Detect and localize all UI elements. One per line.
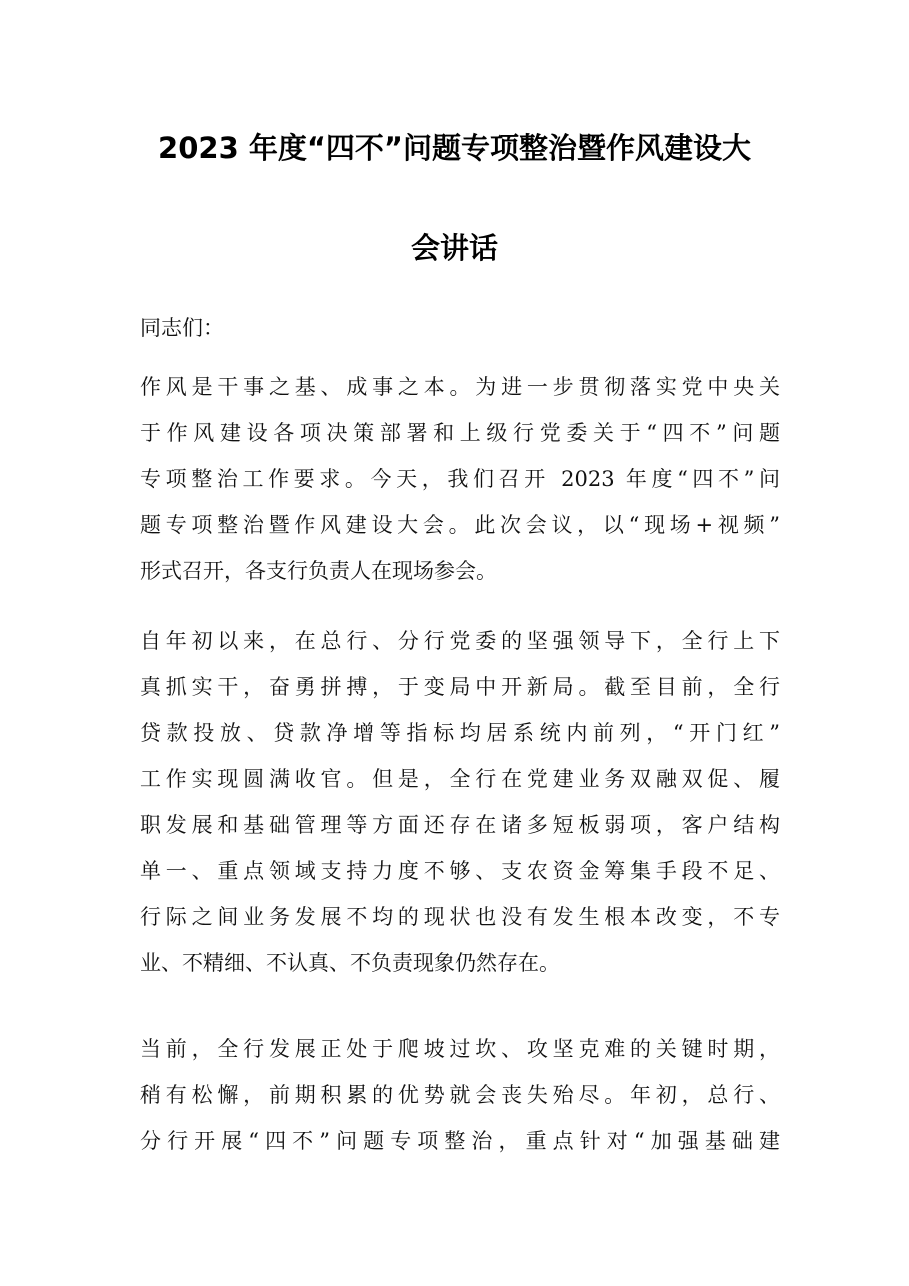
paragraph-2 bbox=[140, 618, 780, 986]
paragraph-line: 行际之间业务发展不均的现状也没有发生根本改变，不专 bbox=[140, 905, 780, 929]
paragraph-line: 题专项整治暨作风建设大会。此次会议，以“现场+视频” bbox=[140, 513, 780, 537]
document-title-line-2: 会讲话 bbox=[410, 231, 498, 265]
paragraph-line: 贷款投放、贷款净增等指标均居系统内前列，“开门红” bbox=[140, 721, 780, 745]
paragraph-3 bbox=[140, 1026, 780, 1164]
paragraph-line: 单一、重点领域支持力度不够、支农资金筹集手段不足、 bbox=[140, 859, 780, 883]
paragraph-line: 业、不精细、不认真、不负责现象仍然存在。 bbox=[140, 951, 560, 975]
paragraph-line: 分行开展“四不”问题专项整治，重点针对“加强基础建 bbox=[140, 1129, 780, 1153]
paragraph-line: 于作风建设各项决策部署和上级行党委关于“四不”问题 bbox=[140, 421, 780, 445]
paragraph-line: 形式召开，各支行负责人在现场参会。 bbox=[140, 559, 497, 583]
paragraph-line: 自年初以来，在总行、分行党委的坚强领导下，全行上下 bbox=[140, 629, 780, 653]
paragraph-line: 专项整治工作要求。今天，我们召开 2023 年度“四不”问 bbox=[140, 467, 780, 491]
paragraph-line: 作风是干事之基、成事之本。为进一步贯彻落实党中央关 bbox=[140, 375, 780, 399]
paragraph-1 bbox=[140, 364, 780, 594]
paragraph-line: 工作实现圆满收官。但是，全行在党建业务双融双促、履 bbox=[140, 767, 780, 791]
paragraph-line: 职发展和基础管理等方面还存在诸多短板弱项，客户结构 bbox=[140, 813, 780, 837]
salutation: 同志们： bbox=[140, 316, 224, 340]
paragraph-line: 当前，全行发展正处于爬坡过坎、攻坚克难的关键时期， bbox=[140, 1037, 780, 1061]
document-title-line-1: 2023 年度“四不”问题专项整治暨作风建设大 bbox=[158, 131, 751, 165]
paragraph-line: 稍有松懈，前期积累的优势就会丧失殆尽。年初，总行、 bbox=[140, 1083, 780, 1107]
paragraph-line: 真抓实干，奋勇拼搏，于变局中开新局。截至目前，全行 bbox=[140, 675, 780, 699]
